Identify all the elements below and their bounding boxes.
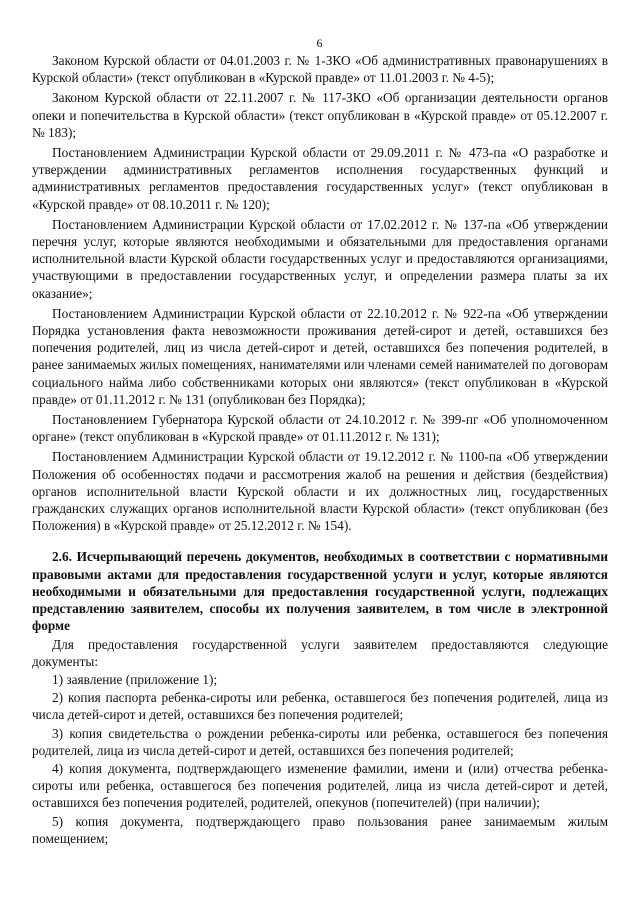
law-paragraph: Законом Курской области от 04.01.2003 г. № 1-ЗКО «Об административных правонарушениях в Курской области» (текст опубликован в «Курской правде» от 11.01.2003 г. № 4-5); — [32, 53, 608, 86]
document-list-item: 2) копия паспорта ребенка-сироты или ребенка, оставшегося без попечения родителей, лица из числа детей-сирот и детей, оставшихся без попечения родителей; — [32, 690, 608, 723]
law-paragraph: Постановлением Администрации Курской области от 29.09.2011 г. № 473-па «О разработке и утверждении административных регламентов исполнения государственных функций и административных регламентов предоставления государственных услуг» (текст опубликован в «Курской правде» от 08.10.2011 г. № 120); — [32, 145, 608, 212]
law-paragraph: Постановлением Администрации Курской области от 17.02.2012 г. № 137-па «Об утверждении перечня услуг, которые являются необходимыми и обязательными для предоставления органами исполнительной власти Курской области государственных услуг и предоставляются организациями, участвующими в предоставлении государственных услуг, и определении размера платы за их оказание»; — [32, 216, 608, 301]
document-list-item: 4) копия документа, подтверждающего изменение фамилии, имени и (или) отчества ребенка-сироты или ребенка, оставшегося без попечения родителей, лица из числа детей-сирот и детей, оставшихся без попечения родителей, родителей, опекунов (попечителей) (при наличии); — [32, 760, 608, 811]
document-list-item: 1) заявление (приложение 1); — [52, 671, 218, 687]
document-list-item: 3) копия свидетельства о рождении ребенка-сироты или ребенка, оставшегося без попечения родителей, лица из числа детей-сирот и детей, оставшихся без попечения родителей; — [32, 725, 608, 758]
page-number: 6 — [316, 36, 323, 50]
law-paragraph: Постановлением Администрации Курской области от 22.10.2012 г. № 922-па «Об утверждении Порядка установления факта невозможности проживания детей-сирот и детей, оставшихся без попечения родителей, лиц из числа детей-сирот и детей, оставшихся без попечения родителей, в ранее занимаемых жилых помещениях, нанимателями или членами семей нанимателей по договорам социального найма либо собственниками которых они являются» (текст опубликован в «Курской правде» от 01.11.2012 г. № 131 (опубликован без Порядка); — [32, 305, 608, 407]
law-paragraph: Постановлением Губернатора Курской области от 24.10.2012 г. № 399-пг «Об уполномоченном органе» (текст опубликован в «Курской правде» от 01.11.2012 г. № 131); — [32, 412, 608, 445]
law-paragraph: Постановлением Администрации Курской области от 19.12.2012 г. № 1100-па «Об утверждении Положения об особенностях подачи и рассмотрения жалоб на решения и действия (бездействия) органов исполнительной власти Курской области и их должностных лиц, государственных гражданских служащих органов исполнительной власти Курской области» (текст опубликован (без Положения) в «Курской правде» от 25.12.2012 г. № 154). — [32, 449, 608, 534]
document-list-item: 5) копия документа, подтверждающего право пользования ранее занимаемым жилым помещением; — [32, 813, 608, 846]
law-paragraph: Законом Курской области от 22.11.2007 г. № 117-ЗКО «Об организации деятельности органов опеки и попечительства в Курской области» (текст опубликован в «Курской правде» от 05.12.2007 г. № 183); — [32, 90, 608, 140]
document-body — [32, 52, 608, 848]
intro-paragraph: Для предоставления государственной услуги заявителем предоставляются следующие документы: — [32, 636, 608, 669]
section-heading: 2.6. Исчерпывающий перечень документов, необходимых в соответствии с нормативными правовыми актами для предоставления государственной услуги и услуг, которые являются необходимыми и обязательными для предоставления государственной услуги, подлежащих представлению заявителем, способы их получения заявителем, в том числе в электронной форме — [32, 549, 608, 634]
